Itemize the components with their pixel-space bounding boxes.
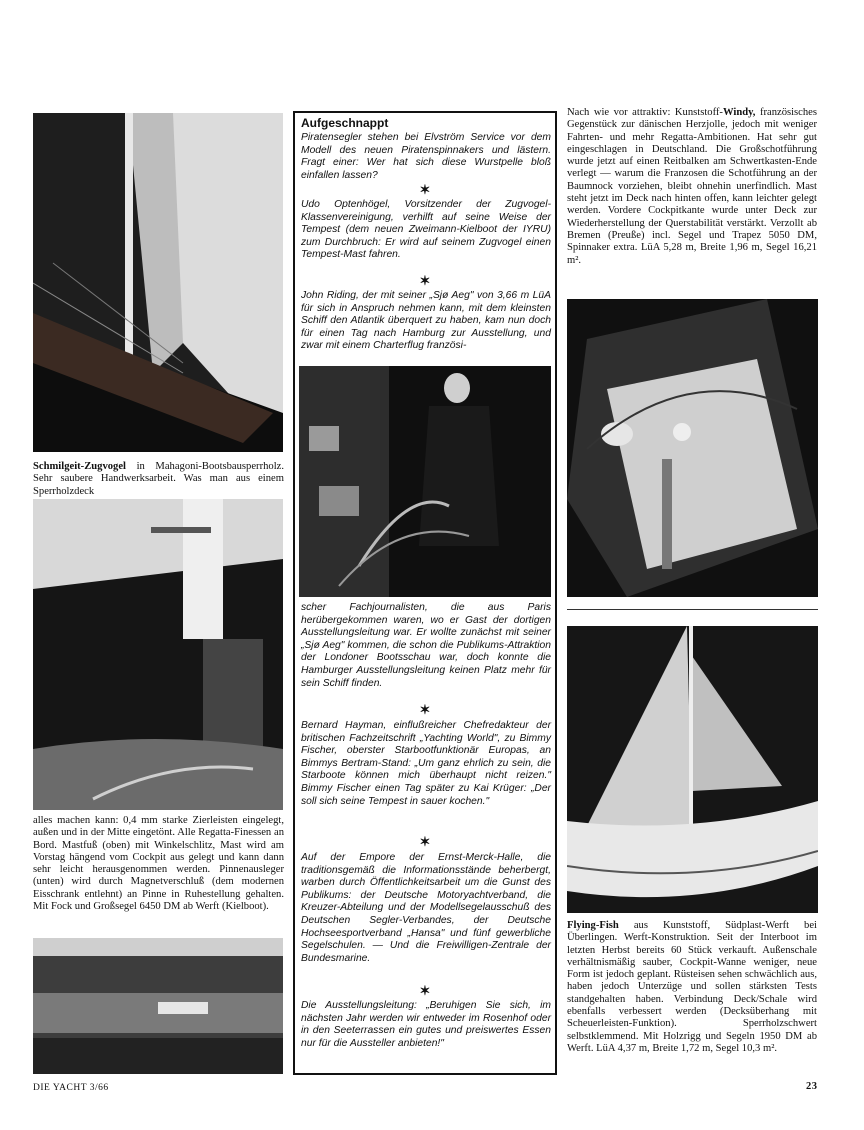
magazine-issue: DIE YACHT 3/66 [33, 1083, 109, 1093]
box-item-6 [301, 1000, 551, 1050]
star-divider-icon: ✶ [419, 984, 431, 999]
caption-zugvogel-continued-text: alles machen kann: 0,4 mm starke Zierleisten eingelegt, außen und in der Mitte eingetönt. Alle Regatta-Finessen an Bord. Mastfuß (oben) mit Winkelschlitz, Mast wird am Vorstag hängend vom Cockpit aus gelegt und kann dann sehr leicht herausgenommen werden. Pinnenausleger (unten) wird durch Magnetverschluß (dem modernen Eisschrank entlehnt) an Pinne in Ruhestellung gehalten. Mit Fock und Großsegel 6450 DM ab Werft (Kielboot). [33, 815, 284, 913]
caption-zugvogel [33, 461, 284, 498]
box-item-3 [301, 290, 551, 353]
caption-flying-fish-text: aus Kunststoff, Südplast-Werft bei Überlingen. Werft-Konstruktion. Seit der Interboot im letzten Herbst bereits 60 Stück verkauft. Außenschale verhältnismäßig sauber, Cockpit-Wanne weniger, neue Form ist jedoch geplant. Rüsteisen sehen schwächlich aus, haben jedoch Unterzüge und sollen stärksten Tests standgehalten haben. Verbindung Deck/Schale wird ebenfalls verbessert werden (Decksüberhang mit Scheuerleisten-Funktion). Sperrholzschwert selbstklemmend. Mit Holzrigg und Segeln 1950 DM ab Werft. LüA 4,37 m, Breite 1,72 m, Segel 10,3 m². [567, 920, 817, 1054]
box-item-3-continued-text: scher Fachjournalisten, die aus Paris herübergekommen waren, wo er Gast der dortigen Ausstellungsleitung war. Er wollte zunächst mit seiner „Sjø Aeg" kommen, die schon die Publikums-Attraktion der Londoner Bootsschau war, doch konnte die Hamburger Ausstellungsleitung keinen Platz mehr für sein Schiff finden. [301, 602, 551, 689]
box-item-4 [301, 720, 551, 808]
star-divider-icon: ✶ [419, 183, 431, 198]
caption-flying-fish [567, 920, 817, 1055]
photo-mast-foot [33, 499, 283, 810]
box-item-1-text: Piratensegler stehen bei Elvström Service vor dem Modell des neuen Piratenspinnakers und lästern. Fragt einer: Wer hat sich diese Wurstpelle bloß einfallen lassen? [301, 132, 551, 181]
page-number: 23 [806, 1081, 818, 1092]
box-title: Aufgeschnappt [301, 116, 389, 130]
caption-windy [567, 107, 817, 267]
caption-zugvogel-lead: Schmilgeit-Zugvogel [33, 461, 126, 472]
caption-windy-intro: Nach wie vor attraktiv: Kunststoff- [567, 107, 723, 118]
photo-zugvogel-hull [33, 113, 283, 452]
photo-flying-fish [567, 626, 818, 913]
aufgeschnappt-box [293, 111, 557, 1075]
box-item-3-text: John Riding, der mit seiner „Sjø Aeg" von 3,66 m LüA für sich in Anspruch nehmen kann, mit dem kleinsten Schiff den Atlantik überquert zu haben, kam nun doch für einen Tag nach Hamburg zur Ausstellung, und zwar mit einem Charterflug französi- [301, 290, 551, 352]
box-item-2-text: Udo Optenhögel, Vorsitzender der Zugvogel-Klassenvereinigung, verhilft auf seine Weise der Tempest (dem neuen Zweimann-Kielboot der IYRU) zum Durchbruch: Er wird auf seinem Zugvogel einen Tempest-Mast fahren. [301, 199, 551, 261]
caption-windy-lead: Windy, [722, 107, 756, 118]
box-item-5 [301, 852, 551, 965]
caption-windy-text: französisches Gegenstück zur dänischen Herzjolle, jedoch mit weniger Fahrten- und mehr Regatta-Ambitionen. Hat sehr gut eingeschlagen in Deutschland. Die Großschotführung wurde jetzt auf einen Reitbalken am Schwertkasten-Ende verlegt — warum die Franzosen die Schotführung an der Baumnock vorziehen, bleibt ohnehin unerfindlich. Mast steht jetzt im Deck nach hinten offen, kann leichter gelegt werden. Vordere Cockpitkante wurde unter Deck zur Wiederherstellung der Querstabilität verstärkt. Verzollt ab Bremen (Preuße) incl. Segel und Trapez 5050 DM, Spinnaker extra. LüA 5,28 m, Breite 1,96 m, Segel 16,21 m². [567, 107, 818, 266]
caption-zugvogel-text: in Mahagoni-Bootsbausperrholz. Sehr saubere Handwerksarbeit. Was man aus einem Sperrholzdeck [33, 461, 284, 497]
photo-tiller-magnet [33, 938, 283, 1074]
star-divider-icon: ✶ [419, 835, 431, 850]
photo-windy-cockpit [567, 299, 818, 597]
box-item-2 [301, 199, 551, 262]
box-item-4-text: Bernard Hayman, einflußreicher Chefredakteur der britischen Fachzeitschrift „Yachting World", zu Bimmy Fischer, oberster Starbootfunktionär Europas, an Bimmys Bertram-Stand: „Um ganz ehrlich zu sein, die Starboote können mich überhaupt nicht reizen." Bimmy Fischer einen Tag später zu Kai Krüger: „Der soll sich seine Tempest in sauer kochen." [301, 720, 551, 807]
box-item-6-text: Die Ausstellungsleitung: „Beruhigen Sie sich, im nächsten Jahr werden wir entweder im Rosenhof oder in den Seeterrassen ein gutes und preiswertes Essen nur für die Aussteller anbieten!" [301, 1000, 551, 1049]
caption-zugvogel-continued [33, 815, 284, 913]
box-item-5-text: Auf der Empore der Ernst-Merck-Halle, die traditionsgemäß die Informationsstände beherbergt, warben durch Öffentlichkeitsarbeit um die Gunst des Publikums: der Deutsche Motoryachtverband, die Kreuzer-Abteilung und der Modellsegelausschuß des Deutschen Segler-Verbandes, der Deutsche Hochseesportverband „Hansa" und fünf gewerbliche Segelschulen. — Und die Freiwilligen-Zentrale der Bundesmarine. [301, 852, 551, 964]
star-divider-icon: ✶ [419, 703, 431, 718]
box-item-3-continued [301, 602, 551, 690]
box-item-1 [301, 132, 551, 182]
photo-john-riding [299, 366, 551, 597]
column-rule [567, 609, 818, 610]
star-divider-icon: ✶ [419, 274, 431, 289]
caption-flying-fish-lead: Flying-Fish [567, 920, 619, 931]
